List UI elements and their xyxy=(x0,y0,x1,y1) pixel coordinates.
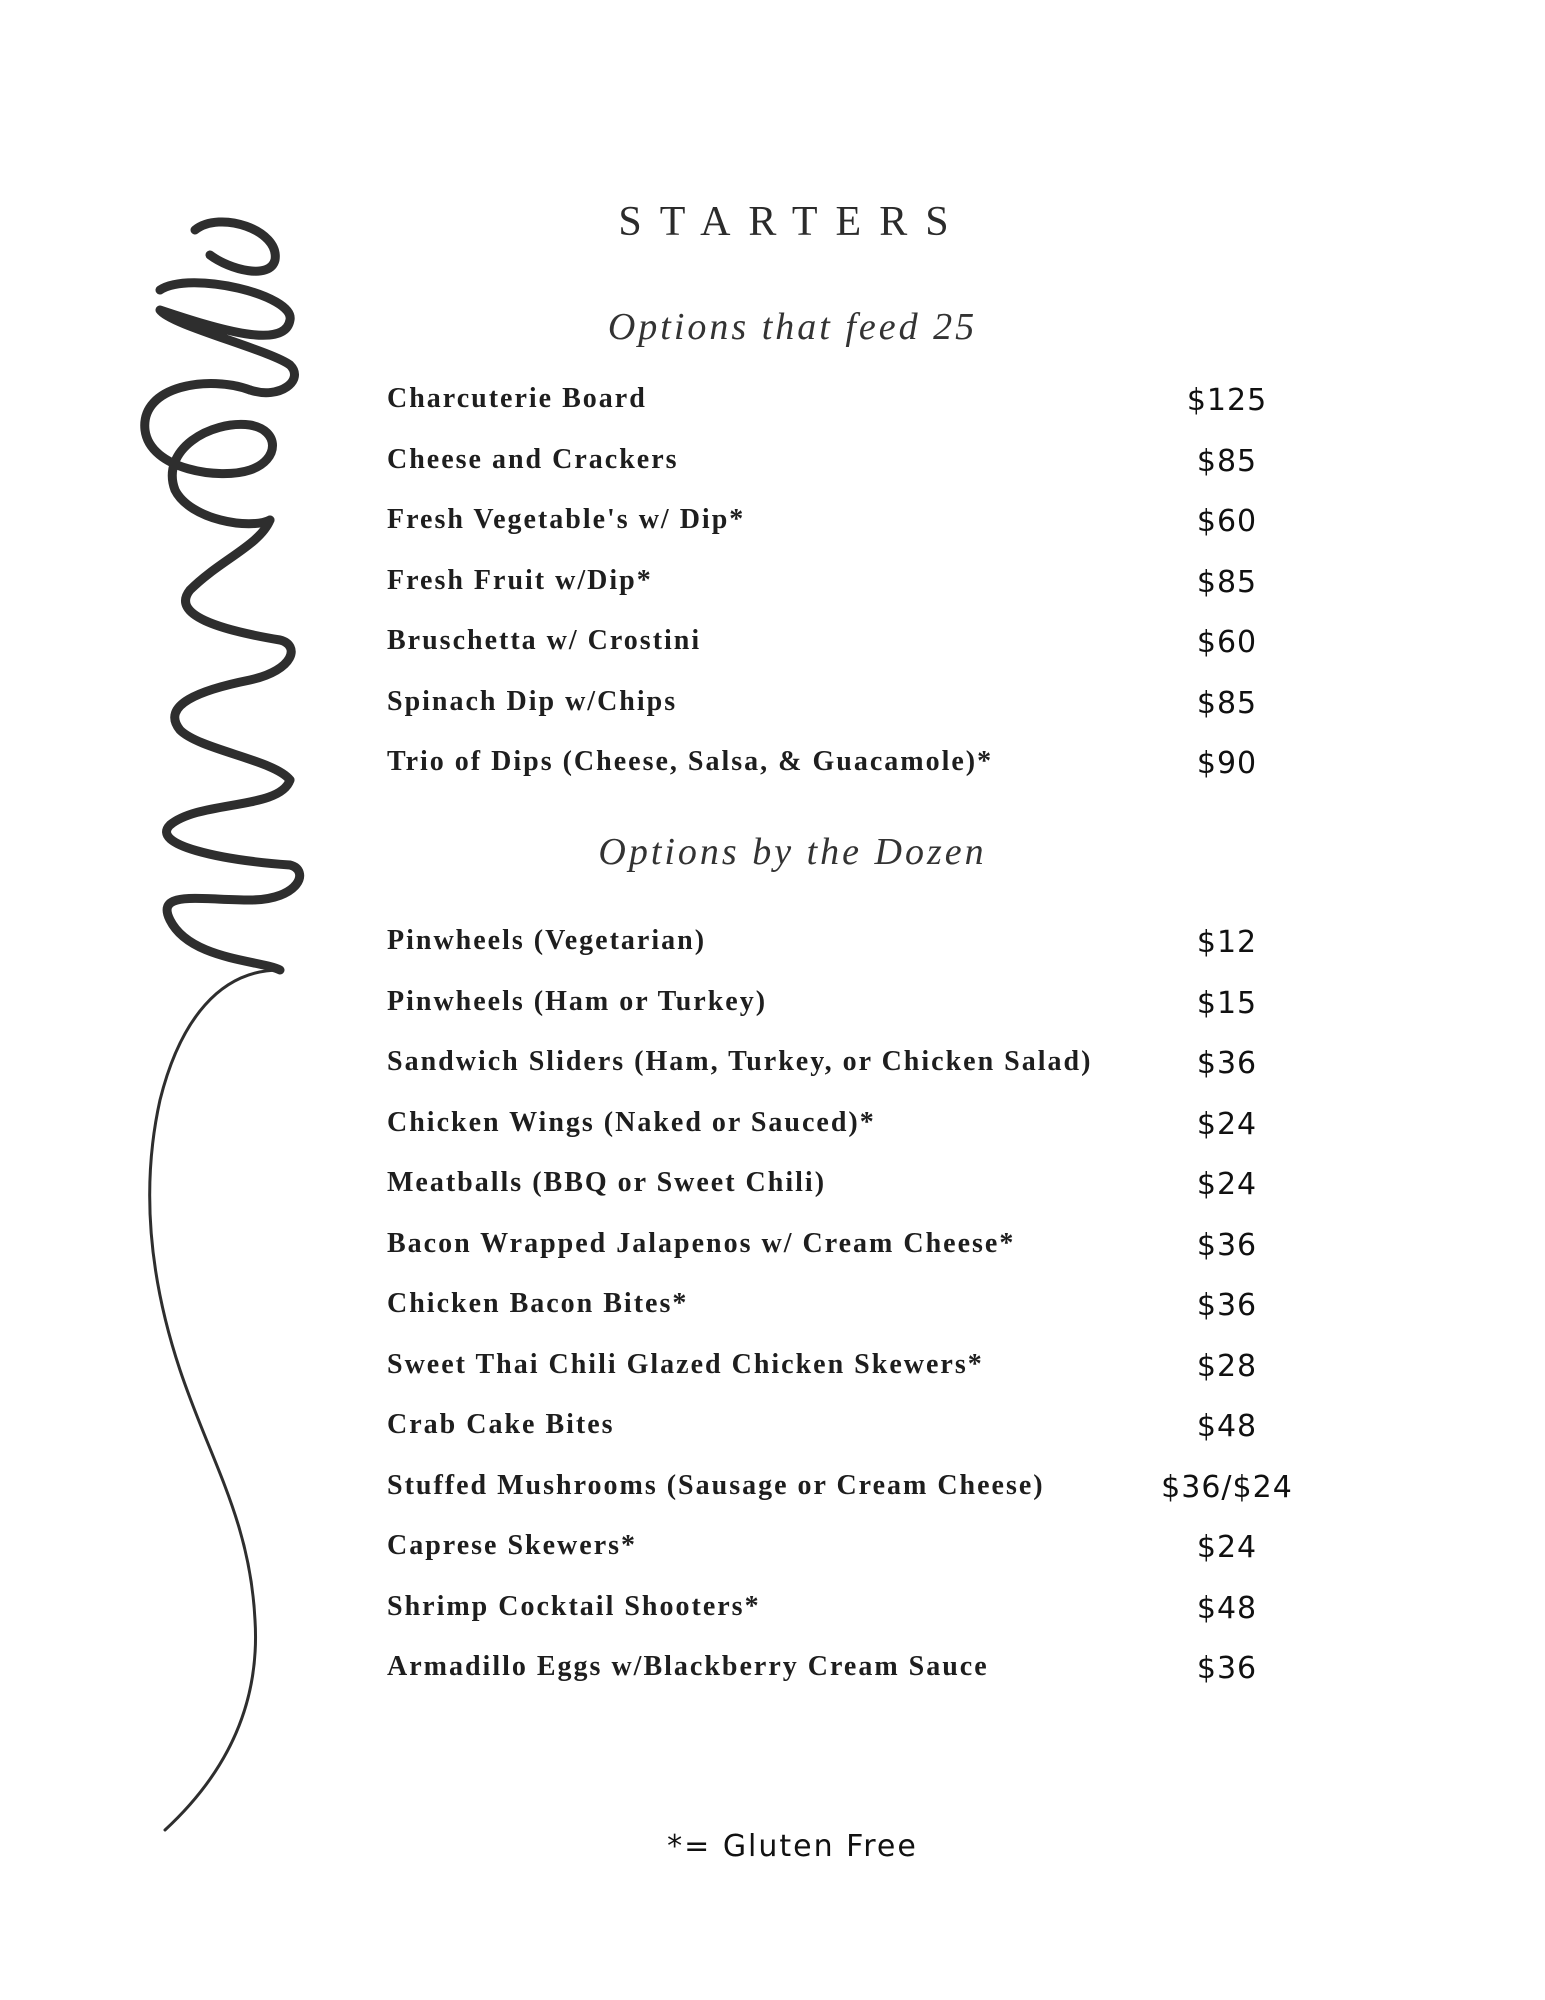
script-letter-n xyxy=(175,520,291,780)
menu-item xyxy=(387,504,1287,565)
menu-item-price: $60 xyxy=(1196,504,1258,539)
menu-item-price: $85 xyxy=(1196,564,1258,600)
menu-item xyxy=(387,925,1287,986)
menu-item xyxy=(387,444,1287,505)
menu-item-name: Meatballs (BBQ or Sweet Chili) xyxy=(387,1167,827,1198)
menu-script-decoration xyxy=(100,200,360,1900)
menu-item-price: $90 xyxy=(1196,746,1258,781)
menu-item-price: $85 xyxy=(1196,443,1258,479)
menu-item xyxy=(387,625,1287,686)
menu-item-name: Sandwich Sliders (Ham, Turkey, or Chicken Salad) xyxy=(387,1046,1093,1077)
menu-item xyxy=(387,1651,1287,1712)
group-heading-by-dozen: Options by the Dozen xyxy=(598,831,987,873)
menu-item-name: Sweet Thai Chili Glazed Chicken Skewers* xyxy=(387,1348,984,1380)
menu-item-price: $36 xyxy=(1196,1046,1258,1081)
menu-item-price: $36/$24 xyxy=(1161,1469,1293,1505)
menu-item-name: Fresh Fruit w/Dip* xyxy=(387,564,653,596)
menu-item-name: Charcuterie Board xyxy=(387,383,647,414)
menu-item-name: Chicken Bacon Bites* xyxy=(387,1288,689,1319)
menu-item-price: $28 xyxy=(1196,1348,1258,1384)
menu-item xyxy=(387,1591,1287,1652)
menu-item xyxy=(387,383,1287,444)
menu-item-name: Crab Cake Bites xyxy=(387,1409,615,1440)
script-letter-u xyxy=(167,780,300,970)
menu-item xyxy=(387,1167,1287,1228)
menu-item-name: Pinwheels (Ham or Turkey) xyxy=(387,985,768,1017)
menu-item xyxy=(387,565,1287,626)
script-tail-flourish xyxy=(150,970,280,1830)
menu-item xyxy=(387,746,1287,807)
menu-item xyxy=(387,1107,1287,1168)
menu-item xyxy=(387,1046,1287,1107)
menu-item xyxy=(387,686,1287,747)
menu-item-price: $24 xyxy=(1196,1106,1258,1142)
section-title: STARTERS xyxy=(618,199,967,245)
menu-item-name: Armadillo Eggs w/Blackberry Cream Sauce xyxy=(387,1651,989,1682)
menu-item xyxy=(387,1469,1293,1531)
menu-item xyxy=(387,1228,1287,1289)
menu-items-by-dozen xyxy=(387,925,1293,1712)
menu-item-price: $12 xyxy=(1196,925,1258,960)
menu-item-price: $24 xyxy=(1196,1530,1258,1565)
menu-item xyxy=(387,1349,1287,1410)
menu-item xyxy=(387,1409,1287,1470)
menu-item-price: $60 xyxy=(1196,625,1258,660)
menu-item-price: $36 xyxy=(1196,1288,1258,1323)
menu-item-name: Cheese and Crackers xyxy=(387,443,679,475)
menu-item-name: Stuffed Mushrooms (Sausage or Cream Cheese) xyxy=(387,1469,1045,1501)
gluten-free-footnote: *= Gluten Free xyxy=(667,1829,918,1864)
menu-item-name: Spinach Dip w/Chips xyxy=(387,685,678,717)
menu-item-name: Pinwheels (Vegetarian) xyxy=(387,925,707,956)
menu-item-name: Chicken Wings (Naked or Sauced)* xyxy=(387,1106,876,1138)
menu-item-price: $48 xyxy=(1196,1590,1258,1626)
menu-items-feed-25 xyxy=(387,383,1287,807)
menu-item xyxy=(387,986,1287,1047)
group-heading-feed-25: Options that feed 25 xyxy=(607,306,978,348)
menu-item-price: $36 xyxy=(1196,1227,1258,1263)
menu-item-name: Bruschetta w/ Crostini xyxy=(387,625,702,656)
menu-item-name: Caprese Skewers* xyxy=(387,1530,638,1561)
menu-item-name: Trio of Dips (Cheese, Salsa, & Guacamole)* xyxy=(387,746,994,777)
script-letter-e xyxy=(145,383,273,523)
menu-item-price: $36 xyxy=(1196,1651,1258,1686)
menu-item-price: $24 xyxy=(1196,1167,1258,1202)
menu-item-name: Shrimp Cocktail Shooters* xyxy=(387,1590,761,1622)
menu-item-price: $15 xyxy=(1196,985,1258,1021)
menu-item-name: Fresh Vegetable's w/ Dip* xyxy=(387,504,746,535)
menu-item xyxy=(387,1530,1287,1591)
menu-item-name: Bacon Wrapped Jalapenos w/ Cream Cheese* xyxy=(387,1227,1016,1259)
menu-item-price: $125 xyxy=(1186,383,1268,418)
menu-item xyxy=(387,1288,1287,1349)
menu-item-price: $48 xyxy=(1196,1409,1258,1444)
menu-item-price: $85 xyxy=(1196,685,1258,721)
